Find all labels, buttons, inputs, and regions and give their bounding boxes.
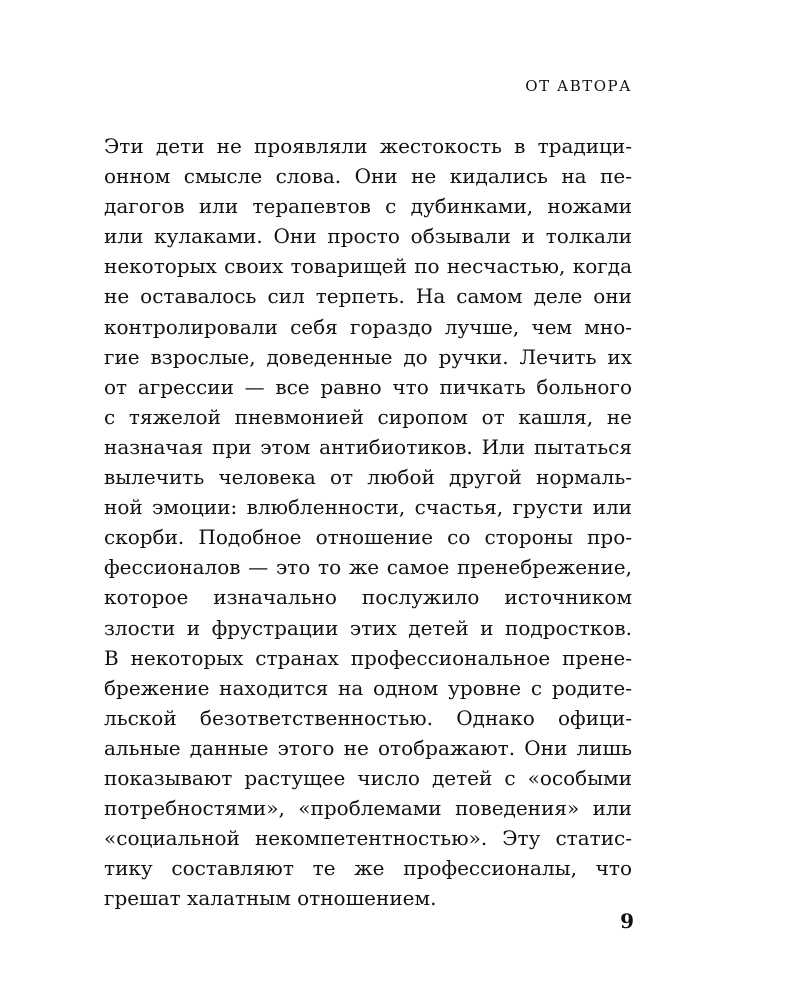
- text-line: тику составляют те же профессионалы, что: [104, 856, 632, 881]
- text-line: альные данные этого не отображают. Они лишь: [104, 735, 632, 760]
- text-line: потребностями», «проблемами поведения» или: [104, 796, 632, 821]
- text-line: контролировали себя гораздо лучше, чем мно-: [104, 314, 632, 339]
- body-paragraph: [104, 131, 632, 913]
- text-line: некоторых своих товарищей по несчастью, когда: [104, 254, 632, 279]
- text-line: гие взрослые, доведенные до ручки. Лечить их: [104, 344, 632, 369]
- text-line: ной эмоции: влюбленности, счастья, грусти или: [104, 495, 632, 520]
- text-line: скорби. Подобное отношение со стороны про-: [104, 525, 632, 550]
- text-line: назначая при этом антибиотиков. Или пытаться: [104, 434, 632, 459]
- text-line: онном смысле слова. Они не кидались на пе-: [104, 164, 632, 189]
- text-line: дагогов или терапевтов с дубинками, ножами: [104, 194, 632, 219]
- text-line: злости и фрустрации этих детей и подростков.: [104, 615, 632, 640]
- text-line-last: грешат халатным отношением.: [104, 886, 437, 911]
- text-line: вылечить человека от любой другой нормаль-: [104, 465, 632, 490]
- text-line: или кулаками. Они просто обзывали и толкали: [104, 224, 632, 249]
- text-line: В некоторых странах профессиональное прене-: [104, 645, 632, 670]
- text-line: брежение находится на одном уровне с родите-: [104, 675, 632, 700]
- text-line: льской безответственностью. Однако офици-: [104, 705, 632, 730]
- text-line: которое изначально послужило источником: [104, 585, 632, 610]
- text-line: Эти дети не проявляли жестокость в традици-: [104, 134, 632, 158]
- page-number: 9: [620, 909, 634, 933]
- text-line: показывают растущее число детей с «особыми: [104, 765, 632, 790]
- running-head: ОТ АВТОРА: [525, 77, 632, 95]
- text-line: фессионалов — это то же самое пренебрежение,: [104, 555, 632, 580]
- text-line: «социальной некомпетентностью». Эту статис-: [104, 826, 632, 851]
- text-line: не оставалось сил терпеть. На самом деле они: [104, 284, 632, 309]
- text-line: от агрессии — все равно что пичкать больного: [104, 374, 632, 399]
- text-line: с тяжелой пневмонией сиропом от кашля, не: [104, 404, 632, 429]
